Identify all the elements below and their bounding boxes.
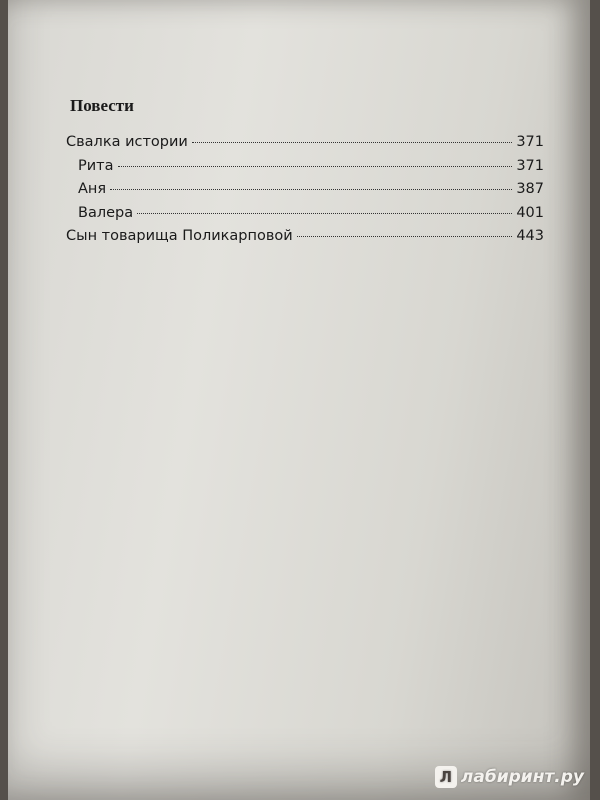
toc-entry-page: 443 bbox=[516, 228, 544, 244]
watermark bbox=[435, 766, 584, 788]
toc-entry bbox=[66, 181, 544, 205]
toc-entry-page: 401 bbox=[516, 204, 544, 221]
labirint-logo-icon: Л bbox=[435, 766, 457, 788]
dot-leader bbox=[192, 142, 512, 143]
toc-entry-page: 371 bbox=[516, 134, 544, 150]
toc-entry bbox=[66, 205, 544, 229]
section-heading: Повести bbox=[70, 96, 134, 115]
toc-entry-page: 371 bbox=[516, 157, 544, 174]
book-page bbox=[8, 0, 590, 800]
table-of-contents bbox=[66, 134, 544, 252]
toc-entry bbox=[66, 158, 544, 182]
toc-entry bbox=[66, 228, 544, 252]
toc-entry-title: Рита bbox=[78, 157, 114, 174]
toc-entry-page: 387 bbox=[516, 181, 544, 197]
toc-entry-title: Свалка истории bbox=[66, 134, 188, 150]
bleed-through: ﾠ bbox=[278, 102, 293, 118]
dot-leader bbox=[297, 236, 513, 237]
toc-entry-title: Аня bbox=[78, 181, 107, 197]
toc-entry-title: Сын товарища Поликарповой bbox=[66, 228, 293, 244]
watermark-text: лабиринт.ру bbox=[460, 767, 584, 787]
toc-entry-title: Валера bbox=[78, 204, 134, 221]
dot-leader bbox=[110, 189, 512, 190]
dot-leader bbox=[118, 166, 513, 167]
dot-leader bbox=[137, 213, 512, 214]
toc-entry bbox=[66, 134, 544, 158]
